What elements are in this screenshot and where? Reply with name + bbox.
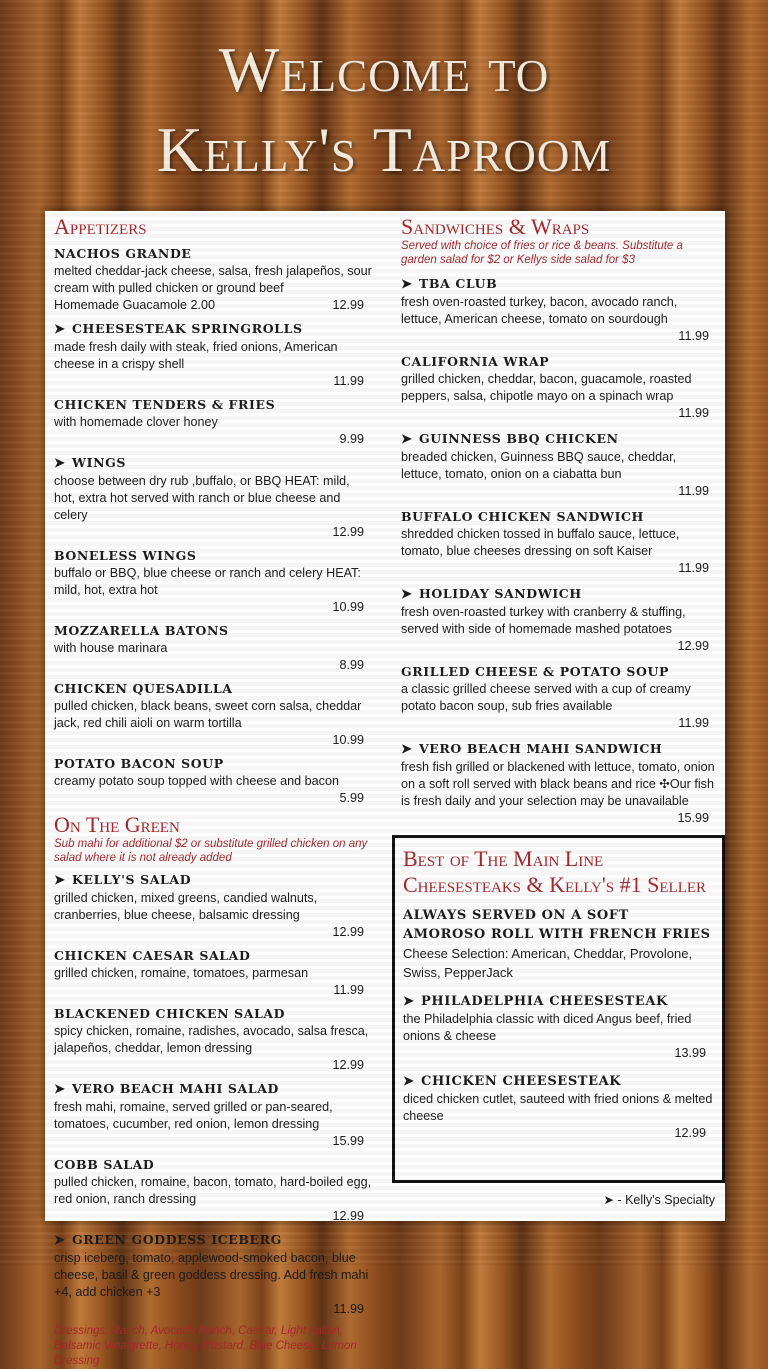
item-name-text: VERO BEACH MAHI SANDWICH bbox=[419, 741, 663, 756]
specialty-arrow-icon: ➤ bbox=[54, 1082, 66, 1097]
item-name-text: TBA CLUB bbox=[419, 276, 498, 291]
cheesesteak-list bbox=[403, 992, 714, 1142]
menu-item bbox=[54, 454, 372, 541]
item-name-text: BLACKENED CHICKEN SALAD bbox=[54, 1006, 286, 1021]
item-description: pulled chicken, black beans, sweet corn salsa, cheddar jack, red chili aioli on warm tortilla bbox=[54, 699, 362, 730]
item-description: creamy potato soup topped with cheese and bacon bbox=[54, 774, 339, 788]
item-description: grilled chicken, romaine, tomatoes, parmesan bbox=[54, 966, 309, 980]
item-name bbox=[54, 755, 372, 773]
item-extra-text: Homemade Guacamole 2.00 bbox=[54, 298, 216, 312]
item-description: fresh oven-roasted turkey with cranberry & stuffing, served with side of homemade mashed potatoes bbox=[401, 605, 686, 636]
item-name bbox=[401, 430, 717, 449]
item-name-text: GUINNESS BBQ CHICKEN bbox=[419, 431, 619, 446]
item-price: 11.99 bbox=[678, 484, 709, 498]
menu-item bbox=[401, 585, 717, 655]
item-name-text: NACHOS GRANDE bbox=[54, 246, 192, 261]
item-price: 12.99 bbox=[332, 525, 364, 539]
item-name bbox=[54, 454, 372, 473]
item-name-text: KELLY'S SALAD bbox=[72, 872, 192, 887]
item-price: 13.99 bbox=[674, 1046, 706, 1060]
item-description: fresh mahi, romaine, served grilled or pan-seared, tomatoes, cucumber, red onion, lemon dressing bbox=[54, 1100, 333, 1131]
item-price: 10.99 bbox=[332, 600, 364, 614]
item-price: 12.99 bbox=[332, 1058, 364, 1072]
item-name bbox=[54, 245, 372, 263]
legend bbox=[603, 1192, 715, 1207]
right-column bbox=[401, 215, 717, 827]
item-price: 12.99 bbox=[332, 925, 364, 939]
item-name-text: PHILADELPHIA CHEESESTEAK bbox=[421, 994, 668, 1009]
item-price: 9.99 bbox=[339, 432, 364, 446]
item-description: buffalo or BBQ, blue cheese or ranch and celery HEAT: mild, hot, extra hot bbox=[54, 566, 361, 597]
item-price: 11.99 bbox=[678, 406, 709, 420]
menu-item bbox=[54, 1005, 372, 1074]
item-price: 12.99 bbox=[332, 1209, 364, 1223]
title-line-1: Welcome to bbox=[218, 34, 550, 105]
green-title: On The Green bbox=[54, 812, 180, 837]
item-price: 12.99 bbox=[677, 639, 709, 653]
menu-item bbox=[54, 680, 372, 749]
menu-item bbox=[401, 663, 717, 732]
item-name bbox=[54, 622, 372, 640]
item-name bbox=[54, 320, 372, 339]
item-price: 11.99 bbox=[678, 561, 709, 575]
item-description: crisp iceberg, tomato, applewood-smoked bacon, blue cheese, basil & green goddess dressing. Add fresh mahi +4, add chicken +3 bbox=[54, 1251, 369, 1299]
item-name-text: CHICKEN CAESAR SALAD bbox=[54, 948, 251, 963]
menu-item bbox=[401, 353, 717, 422]
item-name-text: CALIFORNIA WRAP bbox=[401, 354, 550, 369]
specialty-arrow-icon: ➤ bbox=[401, 742, 413, 757]
item-name bbox=[401, 353, 717, 371]
green-note: Sub mahi for additional $2 or substitute grilled chicken on any salad where it is not already added bbox=[54, 838, 368, 864]
specialty-arrow-icon: ➤ bbox=[403, 994, 415, 1009]
green-list bbox=[54, 871, 372, 1318]
arrow-icon: ➤ bbox=[603, 1193, 614, 1207]
item-name-text: BONELESS WINGS bbox=[54, 548, 197, 563]
appetizers-list bbox=[54, 245, 372, 807]
item-description: a classic grilled cheese served with a cup of creamy potato bacon soup, sub fries available bbox=[401, 682, 691, 713]
item-description: choose between dry rub ,buffalo, or BBQ HEAT: mild, hot, extra hot served with ranch or blue cheese and celery bbox=[54, 474, 350, 522]
specialty-arrow-icon: ➤ bbox=[401, 432, 413, 447]
item-name-text: GRILLED CHEESE & POTATO SOUP bbox=[401, 664, 670, 679]
item-price: 11.99 bbox=[333, 374, 364, 388]
item-name bbox=[54, 871, 372, 890]
title-line-2: Kelly's Taproom bbox=[156, 114, 612, 185]
menu-item bbox=[401, 275, 717, 345]
specialty-arrow-icon: ➤ bbox=[401, 277, 413, 292]
cheesesteak-title: Best of The Main Line Cheesesteaks & Kelly's #1 Seller bbox=[403, 846, 707, 897]
item-name-text: COBB SALAD bbox=[54, 1157, 155, 1172]
specialty-arrow-icon: ➤ bbox=[401, 587, 413, 602]
item-description: grilled chicken, cheddar, bacon, guacamole, roasted peppers, salsa, chipotle mayo on a spinach wrap bbox=[401, 372, 692, 403]
menu-item bbox=[54, 547, 372, 616]
item-name bbox=[54, 1156, 372, 1174]
item-name bbox=[54, 1080, 372, 1099]
item-name bbox=[403, 1072, 714, 1091]
specialty-arrow-icon: ➤ bbox=[403, 1074, 415, 1089]
menu-item bbox=[54, 622, 372, 674]
menu-item bbox=[54, 947, 372, 999]
sandwiches-note: Served with choice of fries or rice & beans. Substitute a garden salad for $2 or Kellys side salad for $3 bbox=[401, 240, 683, 266]
item-description: grilled chicken, mixed greens, candied walnuts, cranberries, blue cheese, balsamic dressing bbox=[54, 891, 318, 922]
menu-item bbox=[54, 755, 372, 807]
item-description: the Philadelphia classic with diced Angus beef, fried onions & cheese bbox=[403, 1012, 692, 1043]
item-name bbox=[54, 1005, 372, 1023]
item-name bbox=[54, 1231, 372, 1250]
menu-item bbox=[54, 1231, 372, 1318]
dressings-note: Dressings: Ranch, Avocado Ranch, Caesar, Light Italian, Balsamic Vinaigrette, Honey Mustard, Blue Cheese, Lemon Dressing bbox=[54, 1325, 357, 1367]
cheesesteak-box bbox=[392, 835, 725, 1183]
item-price: 11.99 bbox=[678, 329, 709, 343]
menu-item bbox=[403, 1072, 714, 1142]
item-price: 15.99 bbox=[332, 1134, 364, 1148]
item-name bbox=[401, 740, 717, 759]
item-name-text: WINGS bbox=[72, 455, 127, 470]
item-name bbox=[401, 585, 717, 604]
item-price: 8.99 bbox=[339, 658, 364, 672]
menu-item bbox=[403, 992, 714, 1062]
specialty-arrow-icon: ➤ bbox=[54, 322, 66, 337]
item-description: melted cheddar-jack cheese, salsa, fresh jalapeños, sour cream with pulled chicken or ground beef bbox=[54, 264, 372, 295]
item-name bbox=[401, 508, 717, 526]
menu-item bbox=[54, 1156, 372, 1225]
item-extra bbox=[54, 297, 372, 314]
menu-item bbox=[54, 1080, 372, 1150]
appetizers-title: Appetizers bbox=[54, 214, 147, 239]
menu-item bbox=[401, 740, 717, 827]
item-name-text: HOLIDAY SANDWICH bbox=[419, 586, 582, 601]
menu-item bbox=[54, 871, 372, 941]
item-name-text: CHEESESTEAK SPRINGROLLS bbox=[72, 321, 303, 336]
specialty-arrow-icon: ➤ bbox=[54, 873, 66, 888]
item-description: fresh fish grilled or blackened with lettuce, tomato, onion on a soft roll served with black beans and rice ✣Our fish is fresh daily and your selection may be unavailable bbox=[401, 760, 715, 808]
item-name-text: CHICKEN TENDERS & FRIES bbox=[54, 397, 276, 412]
item-name bbox=[54, 680, 372, 698]
item-price: 12.99 bbox=[332, 298, 364, 312]
page-title bbox=[0, 30, 768, 190]
item-price: 10.99 bbox=[332, 733, 364, 747]
item-price: 11.99 bbox=[678, 716, 709, 730]
item-name-text: BUFFALO CHICKEN SANDWICH bbox=[401, 509, 644, 524]
menu-paper bbox=[45, 211, 725, 1367]
item-name-text: POTATO BACON SOUP bbox=[54, 756, 224, 771]
item-description: shredded chicken tossed in buffalo sauce, lettuce, tomato, blue cheeses dressing on soft Kaiser bbox=[401, 527, 680, 558]
menu-item bbox=[401, 508, 717, 577]
item-description: spicy chicken, romaine, radishes, avocado, salsa fresca, jalapeños, cheddar, lemon dressing bbox=[54, 1024, 369, 1055]
item-description: pulled chicken, romaine, bacon, tomato, hard-boiled egg, red onion, ranch dressing bbox=[54, 1175, 372, 1206]
item-description: made fresh daily with steak, fried onions, American cheese in a crispy shell bbox=[54, 340, 338, 371]
sandwiches-title: Sandwiches & Wraps bbox=[401, 214, 590, 239]
item-name bbox=[54, 396, 372, 414]
menu-item bbox=[54, 245, 372, 314]
menu-item bbox=[54, 320, 372, 390]
menu-item bbox=[54, 396, 372, 448]
item-description: with house marinara bbox=[54, 641, 168, 655]
cheesesteak-subtitle: ALWAYS SERVED ON A SOFT AMOROSO ROLL WITH FRENCH FRIES bbox=[403, 908, 711, 942]
sandwiches-list bbox=[401, 275, 717, 827]
cheese-selection: Cheese Selection: American, Cheddar, Provolone, Swiss, PepperJack bbox=[403, 946, 693, 980]
menu-item bbox=[401, 430, 717, 500]
item-description: with homemade clover honey bbox=[54, 415, 218, 429]
item-description: breaded chicken, Guinness BBQ sauce, cheddar, lettuce, tomato, onion on a ciabatta bun bbox=[401, 450, 677, 481]
specialty-arrow-icon: ➤ bbox=[54, 1233, 66, 1248]
item-name-text: GREEN GODDESS ICEBERG bbox=[72, 1232, 282, 1247]
item-name bbox=[403, 992, 714, 1011]
item-name bbox=[54, 547, 372, 565]
item-name-text: CHICKEN CHEESESTEAK bbox=[421, 1074, 622, 1089]
item-price: 15.99 bbox=[677, 811, 709, 825]
item-description: diced chicken cutlet, sauteed with fried onions & melted cheese bbox=[403, 1092, 713, 1123]
item-name bbox=[401, 275, 717, 294]
item-price: 5.99 bbox=[339, 791, 364, 805]
item-price: 11.99 bbox=[333, 1302, 364, 1316]
legend-label: - Kelly's Specialty bbox=[617, 1193, 715, 1207]
item-description: fresh oven-roasted turkey, bacon, avocado ranch, lettuce, American cheese, tomato on sourdough bbox=[401, 295, 678, 326]
item-name-text: MOZZARELLA BATONS bbox=[54, 623, 229, 638]
left-column bbox=[54, 215, 372, 1369]
specialty-arrow-icon: ➤ bbox=[54, 456, 66, 471]
item-name bbox=[54, 947, 372, 965]
item-name bbox=[401, 663, 717, 681]
item-price: 11.99 bbox=[333, 983, 364, 997]
item-name-text: VERO BEACH MAHI SALAD bbox=[72, 1081, 279, 1096]
item-price: 12.99 bbox=[674, 1126, 706, 1140]
item-name-text: CHICKEN QUESADILLA bbox=[54, 681, 233, 696]
